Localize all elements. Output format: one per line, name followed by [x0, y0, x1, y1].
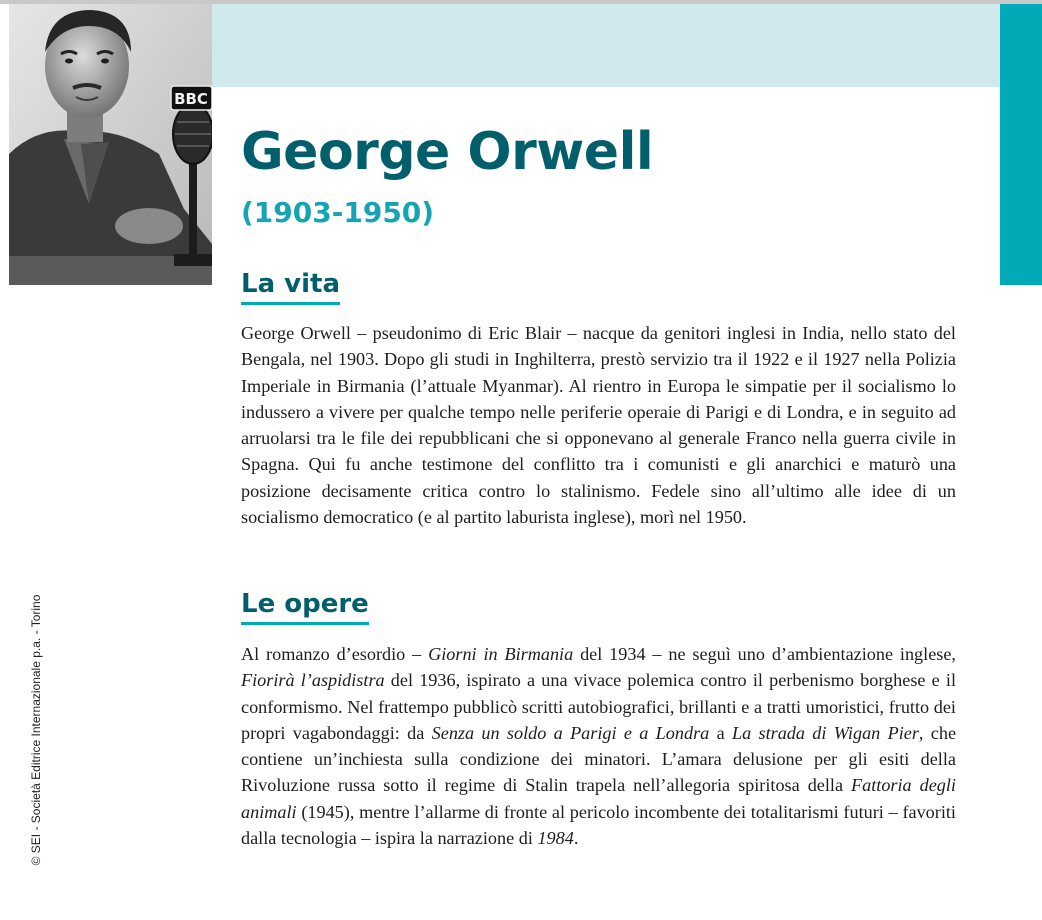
work-title: Giorni in Birmania — [428, 644, 574, 664]
work-title: Fiorirà l’aspidistra — [241, 670, 385, 691]
opere-segment: Al romanzo d’esordio – — [241, 644, 429, 664]
header-band — [212, 4, 1000, 87]
work-title: Fattoria degli animali — [241, 775, 956, 822]
publisher-credit: © SEI - Società Editrice Internazionale p.a. - Torino — [29, 594, 43, 866]
section-title-opere: Le opere — [241, 590, 369, 625]
author-years: (1903-1950) — [241, 196, 435, 229]
vita-paragraph: George Orwell – pseudonimo di Eric Blair – nacque da genitori inglesi in India, nello stato del Bengala, nel 1903. Dopo gli studi in Inghilterra, prestò servizio tra il 1922 e il 1927 nella Polizia Imperiale in Birmania (l’attuale Myanmar). Al rientro in Europa le simpatie per il socialismo lo indussero a vivere per qualche tempo nelle periferie operaie di Parigi e di Londra, e in seguito ad arruolarsi tra le file dei repubblicani che si opponevano al generale Franco nella guerra civile in Spagna. Qui fu anche testimone del conflitto tra i comunisti e gli anarchici e maturò una posizione decisamente critica contro lo stalinismo. Fedele sino all’ultimo alle idee di un socialismo democratico (e al partito laburista inglese), morì nel 1950. — [241, 323, 956, 528]
work-title: Senza un soldo a Parigi e a Londra — [431, 722, 710, 743]
opere-segment: a — [709, 722, 732, 743]
opere-paragraph — [241, 641, 956, 851]
section-title-vita: La vita — [241, 270, 340, 305]
opere-segment: (1945), mentre l’allarme di fronte al pericolo incombente dei totalitarismi futuri – favoriti dalla tecnologia – ispira la narrazione di — [241, 801, 956, 849]
work-title: 1984 — [537, 828, 574, 849]
author-portrait — [9, 4, 212, 285]
side-accent-tab — [1000, 4, 1042, 285]
opere-segment: . — [573, 828, 579, 849]
opere-segment: , che contiene un’inchiesta sulla condizione dei minatori. L’amara delusione per gli esiti della Rivoluzione russa sotto il regime di Stalin trapela nell’allegoria spiritosa della — [241, 722, 957, 796]
bbc-badge-text: BBC — [174, 90, 208, 108]
opere-segment: del 1936, ispirato a una vivace polemica contro il perbenismo borghese e il conformismo. Nel frattempo pubblicò scritti autobiografici, brillanti e a tratti umoristici, frutto dei propri vagabondaggi: da — [241, 670, 957, 743]
author-name: George Orwell — [241, 122, 654, 182]
work-title: La strada di Wigan Pier — [731, 722, 919, 743]
opere-segment: del 1934 – ne seguì uno d’ambientazione inglese, — [573, 644, 956, 664]
